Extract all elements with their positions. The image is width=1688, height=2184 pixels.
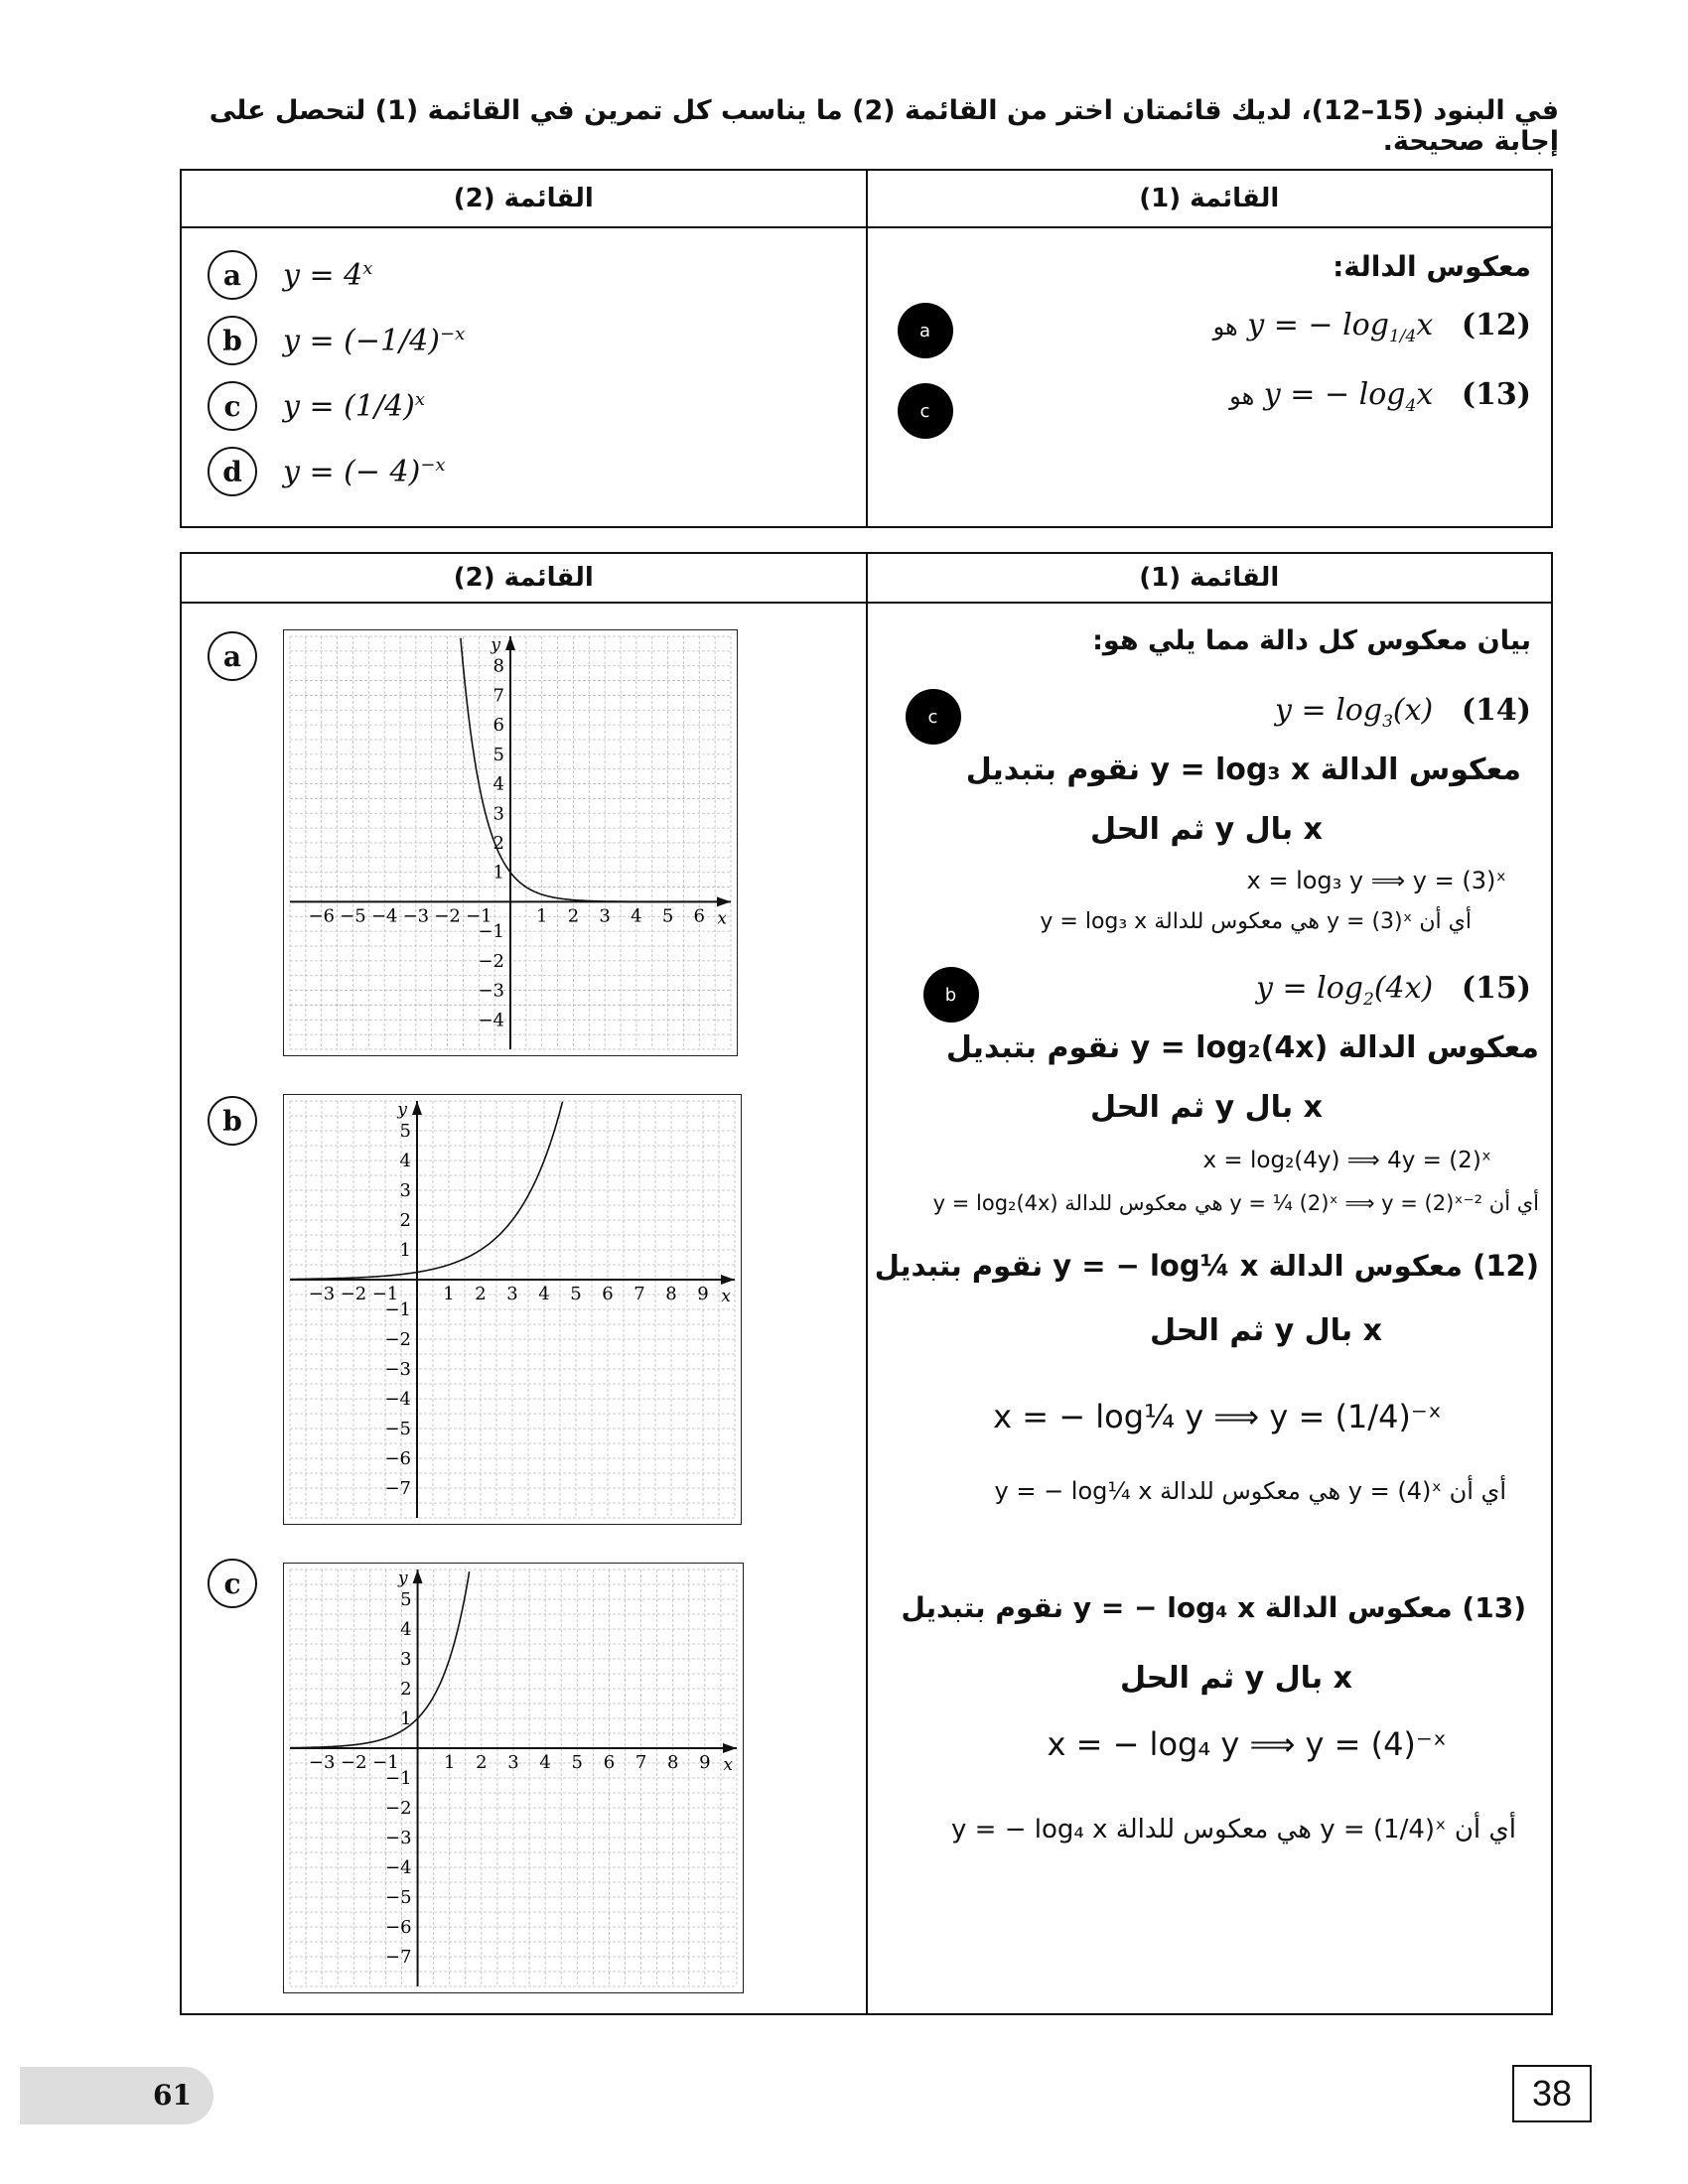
- y-tick-label: 5: [399, 1121, 411, 1142]
- y-axis-label: y: [397, 1569, 408, 1588]
- x-tick-label: 1: [443, 1284, 455, 1304]
- graph-a: [283, 629, 738, 1056]
- option-letter: d: [208, 447, 257, 496]
- y-tick-label: 5: [492, 744, 504, 765]
- graph-letter-c[interactable]: c: [208, 1559, 257, 1608]
- q-num: (15): [1461, 971, 1531, 1006]
- y-tick-label: −3: [384, 1359, 411, 1380]
- x-tick-label: 2: [475, 1284, 487, 1304]
- function-curve: [290, 1571, 470, 1748]
- y-tick-label: −1: [385, 1768, 412, 1789]
- graph-b: [283, 1094, 742, 1525]
- q-sub: 4: [1405, 396, 1417, 416]
- option-d[interactable]: [208, 447, 446, 496]
- y-tick-label: 1: [400, 1708, 412, 1729]
- answer-dot-14[interactable]: c: [906, 689, 961, 745]
- q14-sol-line1: معكوس الدالة y = log₃ x نقوم بتبديل: [965, 752, 1521, 787]
- x-axis-label: x: [723, 1755, 733, 1775]
- y-tick-label: −2: [385, 1798, 412, 1819]
- q-num: (13): [1461, 377, 1531, 412]
- y-tick-label: −6: [384, 1448, 411, 1469]
- x-tick-label: 9: [697, 1284, 709, 1304]
- instruction-text: في البنود (15–12)، لديك قائمتان اختر من القائمة (2) ما يناسب كل تمرين في القائمة (1) لتحصل على إجابة صحيحة.: [209, 95, 1559, 157]
- y-tick-label: −2: [478, 950, 504, 972]
- y-tick-label: 1: [492, 862, 504, 884]
- y-tick-label: 1: [399, 1240, 411, 1261]
- x-tick-label: 9: [699, 1752, 711, 1773]
- q13-sol-line2: x بال y ثم الحل: [1120, 1661, 1352, 1696]
- option-b[interactable]: [208, 316, 465, 365]
- y-tick-label: 2: [492, 833, 504, 854]
- x-tick-label: 1: [535, 905, 548, 927]
- x-tick-label: 4: [538, 1284, 550, 1304]
- x-tick-label: −1: [466, 905, 492, 927]
- q-var: x: [1416, 377, 1434, 412]
- q12-sol-line4: أي أن y = (4)ˣ هي معكوس للدالة y = − log¼ x: [994, 1477, 1506, 1505]
- list1-header: القائمة (1): [867, 553, 1553, 603]
- q14-sol-line3: x = log₃ y ⟹ y = (3)ˣ: [1246, 867, 1506, 894]
- q-num: (12): [1461, 308, 1531, 342]
- y-tick-label: 3: [399, 1180, 411, 1201]
- y-tick-label: 8: [492, 655, 504, 677]
- option-a[interactable]: [208, 250, 372, 300]
- page-number: 61: [153, 2079, 192, 2112]
- option-expr: y = 4: [283, 257, 363, 293]
- y-tick-label: −5: [385, 1887, 412, 1908]
- x-tick-label: −2: [340, 1284, 367, 1304]
- q13-sol-line1: (13) معكوس الدالة y = − log₄ x نقوم بتبديل: [901, 1591, 1526, 1624]
- matching-table-1: [180, 169, 1553, 528]
- section2-intro: بيان معكوس كل دالة مما يلي هو:: [1092, 625, 1531, 656]
- option-expr: y = (1/4): [283, 388, 415, 424]
- x-tick-label: −2: [434, 905, 461, 927]
- y-axis-arrow: [505, 636, 515, 650]
- q12-sol-line2: x بال y ثم الحل: [1150, 1313, 1382, 1348]
- y-tick-label: 4: [399, 1151, 411, 1171]
- option-letter: b: [208, 316, 257, 365]
- x-tick-label: 4: [539, 1752, 551, 1773]
- q-sub: 3: [1382, 712, 1393, 732]
- x-tick-label: 6: [693, 905, 706, 927]
- q-expr: y = − log: [1247, 308, 1389, 342]
- question-15: [1256, 971, 1531, 1010]
- q-expr: y = − log: [1263, 377, 1406, 412]
- q-num: (14): [1461, 693, 1531, 728]
- matching-table-2: [180, 552, 1553, 2015]
- list2-header: القائمة (2): [181, 553, 867, 603]
- x-axis-label: x: [717, 908, 727, 929]
- y-tick-label: −4: [385, 1857, 412, 1878]
- x-tick-label: 8: [665, 1284, 677, 1304]
- y-tick-label: 4: [400, 1619, 412, 1640]
- x-tick-label: −2: [341, 1752, 367, 1773]
- x-tick-label: 6: [602, 1284, 614, 1304]
- questions-cell: [867, 227, 1553, 527]
- q-expr: y = log: [1255, 971, 1363, 1006]
- x-axis-label: x: [721, 1287, 731, 1306]
- x-tick-label: 7: [634, 1752, 647, 1773]
- y-tick-label: 2: [400, 1679, 412, 1700]
- y-tick-label: −3: [385, 1828, 412, 1848]
- y-tick-label: −1: [384, 1299, 411, 1320]
- q15-sol-line1: معكوس الدالة y = log₂(4x) نقوم بتبديل: [945, 1030, 1539, 1065]
- y-axis-label: y: [491, 635, 500, 655]
- graphs-cell: [181, 603, 867, 2014]
- x-tick-label: −1: [371, 1284, 399, 1304]
- options-cell: [181, 227, 867, 527]
- graph-letter-a[interactable]: a: [208, 631, 257, 681]
- x-tick-label: 4: [631, 905, 642, 927]
- q15-sol-line2: x بال y ثم الحل: [1090, 1090, 1323, 1125]
- y-tick-label: −5: [384, 1419, 411, 1439]
- question-12: [1213, 308, 1531, 346]
- q15-sol-line3: x = log₂(4y) ⟹ 4y = (2)ˣ: [1202, 1148, 1491, 1173]
- option-c[interactable]: [208, 381, 425, 431]
- x-tick-label: −6: [308, 905, 335, 927]
- answer-dot-15[interactable]: b: [923, 967, 979, 1023]
- q13-sol-line4: أي أن y = (1/4)ˣ هي معكوس للدالة y = − log₄ x: [951, 1815, 1516, 1844]
- q15-sol-line4: أي أن y = ¼ (2)ˣ ⟹ y = (2)ˣ⁻² هي معكوس للدالة y = log₂(4x): [932, 1191, 1539, 1215]
- section1-intro: معكوس الدالة:: [1333, 250, 1531, 283]
- q12-sol-line1: (12) معكوس الدالة y = − log¼ x نقوم بتبديل: [874, 1249, 1539, 1283]
- y-tick-label: −2: [384, 1329, 411, 1350]
- option-expr: y = (−1/4): [283, 323, 440, 358]
- y-tick-label: 2: [399, 1210, 411, 1231]
- q12-sol-line3: x = − log¼ y ⟹ y = (1/4)⁻ˣ: [993, 1398, 1442, 1435]
- x-tick-label: 8: [666, 1752, 679, 1773]
- y-tick-label: −4: [478, 1010, 504, 1031]
- y-tick-label: 3: [492, 803, 504, 825]
- x-tick-label: 3: [507, 1752, 519, 1773]
- x-tick-label: −5: [340, 905, 366, 927]
- q-sub: 2: [1362, 990, 1374, 1010]
- y-tick-label: 3: [400, 1649, 412, 1670]
- q-sub: 1/4: [1388, 327, 1417, 346]
- option-sup: x: [362, 257, 373, 279]
- q-arg: (x): [1392, 693, 1434, 728]
- y-tick-label: −7: [385, 1947, 412, 1968]
- q14-sol-line2: x بال y ثم الحل: [1090, 812, 1323, 847]
- q-tail: هو: [1229, 382, 1255, 410]
- x-tick-label: −1: [372, 1752, 399, 1773]
- answer-dot-13[interactable]: c: [898, 383, 953, 439]
- x-tick-label: 1: [443, 1752, 456, 1773]
- x-tick-label: 2: [476, 1752, 488, 1773]
- x-tick-label: 7: [633, 1284, 645, 1304]
- q-expr: y = log: [1275, 693, 1383, 728]
- question-13: [1229, 377, 1531, 416]
- y-tick-label: −6: [385, 1917, 412, 1938]
- x-tick-label: 5: [571, 1752, 584, 1773]
- y-tick-label: 7: [492, 685, 504, 707]
- option-sup: −x: [439, 323, 466, 344]
- x-tick-label: 5: [570, 1284, 582, 1304]
- x-tick-label: 5: [661, 905, 674, 927]
- x-axis-arrow: [723, 1743, 737, 1753]
- y-tick-label: −1: [478, 921, 504, 943]
- q-tail: هو: [1212, 313, 1238, 341]
- y-tick-label: 5: [400, 1589, 412, 1610]
- x-axis-arrow: [721, 1275, 735, 1285]
- x-tick-label: −3: [308, 1284, 336, 1304]
- question-14: [1275, 693, 1531, 732]
- option-sup: −x: [420, 454, 446, 476]
- y-tick-label: 6: [492, 715, 504, 737]
- answer-dot-12[interactable]: a: [898, 303, 953, 358]
- q14-sol-line4: أي أن y = (3)ˣ هي معكوس للدالة y = log₃ x: [1040, 909, 1472, 934]
- y-axis-arrow: [413, 1570, 423, 1583]
- solutions-cell: [867, 603, 1553, 2014]
- page-number-tab: [20, 2067, 213, 2124]
- option-letter: a: [208, 250, 257, 300]
- x-tick-label: 3: [506, 1284, 518, 1304]
- list2-header: القائمة (2): [181, 170, 867, 227]
- page-box-number: 38: [1512, 2065, 1592, 2122]
- x-tick-label: −3: [308, 1752, 336, 1773]
- y-tick-label: −4: [384, 1389, 411, 1410]
- list1-header: القائمة (1): [867, 170, 1553, 227]
- q13-sol-line3: x = − log₄ y ⟹ y = (4)⁻ˣ: [1047, 1725, 1447, 1763]
- y-tick-label: 4: [492, 773, 504, 795]
- x-tick-label: −4: [370, 905, 398, 927]
- x-tick-label: 6: [603, 1752, 616, 1773]
- graph-letter-b[interactable]: b: [208, 1096, 257, 1146]
- q-var: x: [1416, 308, 1434, 342]
- y-axis-arrow: [412, 1101, 422, 1115]
- x-tick-label: −3: [402, 905, 430, 927]
- option-expr: y = (− 4): [283, 454, 421, 489]
- x-tick-label: 3: [599, 905, 611, 927]
- option-letter: c: [208, 381, 257, 431]
- y-tick-label: −3: [478, 980, 504, 1002]
- graph-c: [283, 1563, 744, 1993]
- y-axis-label: y: [397, 1100, 407, 1120]
- q-arg: (4x): [1373, 971, 1434, 1006]
- option-sup: x: [414, 388, 426, 410]
- x-tick-label: 2: [567, 905, 580, 927]
- y-tick-label: −7: [384, 1478, 411, 1499]
